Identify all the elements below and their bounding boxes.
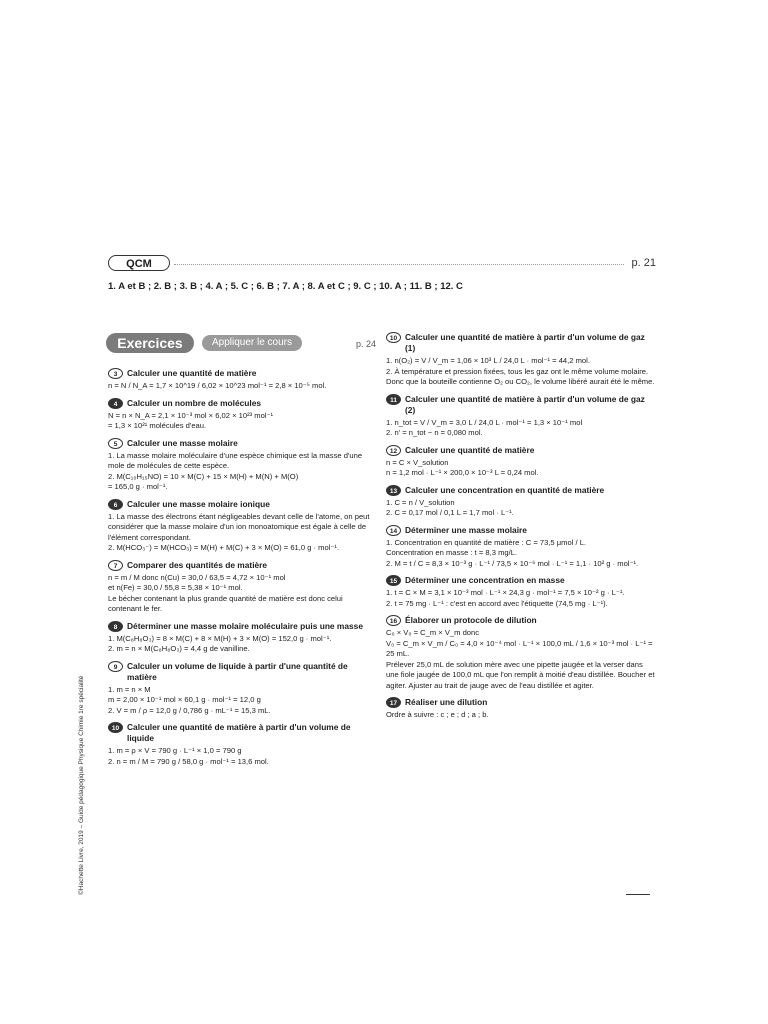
exercise-block — [108, 499, 378, 554]
exercise-block — [386, 394, 656, 439]
exercise-block — [386, 697, 656, 721]
exercise-heading — [108, 661, 378, 683]
exercise-answer-line: 1. n(O₂) = V / V_m = 1,06 × 10³ L / 24,0 L · mol⁻¹ = 44,2 mol. — [386, 356, 590, 365]
exercise-block — [108, 621, 378, 655]
exercise-answer-line: Concentration en masse : t = 8,3 mg/L. — [386, 548, 518, 557]
exercise-block — [386, 485, 656, 519]
exercise-number-badge: 7 — [108, 560, 123, 571]
exercise-heading — [386, 332, 656, 354]
exercise-answer-line: 2. M(C₁₀H₁₅NO) = 10 × M(C) + 15 × M(H) + M(N) + M(O) — [108, 471, 299, 481]
exercise-answer-line: 1. La masse des électrons étant négligeables devant celle de l'atome, on peut considérer que la masse molaire d'un ion monoatomique est égale à celle de l'élément correspondant. — [108, 511, 372, 542]
exercise-title: Calculer un volume de liquide à partir d'une quantité de matière — [127, 660, 348, 682]
exercise-number-badge: 15 — [386, 575, 401, 586]
exercise-number-badge: 17 — [386, 697, 401, 708]
exercise-answer-line: N = n × N_A = 2,1 × 10⁻³ mol × 6,02 × 10²³ mol⁻¹ — [108, 410, 274, 420]
exercise-heading — [386, 485, 656, 496]
exercise-answer-line: 2. M = t / C = 8,3 × 10⁻³ g · L⁻¹ / 73,5 × 10⁻⁶ mol · L⁻¹ = 1,1 · 10² g · mol⁻¹. — [386, 558, 639, 568]
exercise-title: Calculer une masse molaire ionique — [127, 498, 270, 509]
exercise-answer-line: V₀ = C_m × V_m / C₀ = 4,0 × 10⁻⁴ mol · L⁻¹ × 100,0 mL / 1,6 × 10⁻³ mol · L⁻¹ = 25 mL. — [386, 638, 655, 658]
exercise-block — [108, 398, 378, 432]
exercise-number-badge: 14 — [386, 525, 401, 536]
exercices-subtitle: Appliquer le cours — [202, 335, 302, 351]
exercise-heading — [386, 697, 656, 708]
exercise-number-badge: 11 — [386, 394, 401, 405]
exercise-answer-line: 1. La masse molaire moléculaire d'une espèce chimique est la masse d'une mole de molécules de cette espèce. — [108, 450, 365, 470]
exercise-answer-line: 2. C = 0,17 mol / 0,1 L = 1,7 mol · L⁻¹. — [386, 508, 514, 517]
copyright-side-text: ©Hachette Livre, 2019 – Guide pédagogique Physique Chimie 1re spécialité — [78, 675, 85, 895]
exercise-heading — [386, 394, 656, 416]
exercise-answer-line: 1. n_tot = V / V_m = 3,0 L / 24,0 L · mol⁻¹ = 1,3 × 10⁻¹ mol — [386, 417, 583, 427]
exercise-answer-line: Prélever 25,0 mL de solution mère avec une pipette jaugée et la verser dans une fiole jaugée de 100,0 mL que l'on remplit à moitié d'eau distillée. Boucher et agiter. Ajuster au trait de jauge avec de l'eau distillée et agiter. — [386, 659, 657, 690]
exercise-number-badge: 3 — [108, 368, 123, 379]
exercise-title: Réaliser une dilution — [405, 697, 488, 707]
exercise-answer-line: m = 2,00 × 10⁻¹ mol × 60,1 g · mol⁻¹ = 12,0 g — [108, 695, 261, 704]
exercise-answer-line: 2. V = m / ρ = 12,0 g / 0,786 g · mL⁻¹ = 15,3 mL. — [108, 705, 271, 715]
exercise-answer-line: 2. À température et pression fixées, tous les gaz ont le même volume molaire. Donc que la bouteille contienne O₂ ou CO₂, le volume libéré aurait été le même. — [386, 366, 655, 386]
exercise-title: Calculer une concentration en quantité de matière — [405, 484, 605, 495]
exercise-answer-line: 2. n' = n_tot − n = 0,080 mol. — [386, 428, 483, 437]
exercise-block — [108, 368, 378, 392]
exercise-answer-line: 2. n = m / M = 790 g / 58,0 g · mol⁻¹ = 13,6 mol. — [108, 756, 269, 766]
exercise-number-badge: 8 — [108, 621, 123, 632]
exercise-block — [108, 438, 378, 493]
exercise-answer-line: = 165,0 g · mol⁻¹. — [108, 482, 168, 491]
exercise-answer-line: 2. t = 75 mg · L⁻¹ : c'est en accord avec l'étiquette (74,5 mg · L⁻¹). — [386, 598, 608, 608]
exercise-heading — [108, 560, 378, 571]
exercise-heading — [108, 438, 378, 449]
footer-divider — [626, 894, 650, 895]
exercise-title: Calculer un nombre de molécules — [127, 397, 262, 408]
exercise-block — [108, 722, 378, 767]
exercise-title: Calculer une quantité de matière — [127, 368, 257, 378]
exercise-answer-line: 2. M(HCO₃⁻) = M(HCO₃) = M(H) + M(C) + 3 × M(O) = 61,0 g · mol⁻¹. — [108, 543, 340, 552]
exercise-number-badge: 4 — [108, 398, 123, 409]
exercise-number-badge: 10 — [108, 722, 123, 733]
exercise-heading — [386, 575, 656, 586]
qcm-answers: 1. A et B ; 2. B ; 3. B ; 4. A ; 5. C ; 6. B ; 7. A ; 8. A et C ; 9. C ; 10. A ; 11. B ; 12. C — [108, 281, 463, 292]
exercise-answer-line: n = C × V_solution — [386, 457, 449, 467]
exercise-title: Comparer des quantités de matière — [127, 559, 268, 570]
exercise-answer-line: n = m / M donc n(Cu) = 30,0 / 63,5 = 4,72 × 10⁻¹ mol — [108, 572, 286, 582]
exercise-number-badge: 9 — [108, 661, 123, 672]
exercise-title: Calculer une quantité de matière à partir d'un volume de liquide — [127, 722, 351, 743]
exercise-title: Calculer une masse molaire — [127, 437, 238, 448]
exercise-answer-line: n = N / N_A = 1,7 × 10^19 / 6,02 × 10^23 mol⁻¹ = 2,8 × 10⁻⁵ mol. — [108, 381, 327, 390]
exercise-title: Déterminer une masse molaire — [405, 524, 527, 535]
exercise-answer-line: 1. Concentration en quantité de matière : C = 73,5 μmol / L. — [386, 537, 587, 547]
exercise-heading — [386, 445, 656, 456]
exercise-title: Déterminer une masse molaire moléculaire puis une masse — [127, 620, 363, 631]
exercise-title: Déterminer une concentration en masse — [405, 575, 565, 585]
right-column — [386, 332, 656, 727]
exercise-answer-line: n = 1,2 mol · L⁻¹ × 200,0 × 10⁻³ L = 0,24 mol. — [386, 468, 539, 477]
exercise-answer-line: = 1,3 × 10²¹ molécules d'eau. — [108, 421, 207, 430]
exercise-number-badge: 10 — [386, 332, 401, 343]
qcm-label: QCM — [108, 255, 170, 271]
exercices-header — [106, 333, 376, 355]
exercise-block — [386, 445, 656, 479]
exercise-answer-line: et n(Fe) = 30,0 / 55,8 = 5,38 × 10⁻¹ mol. — [108, 583, 243, 592]
exercices-page-ref: p. 24 — [355, 339, 376, 349]
exercise-heading — [108, 499, 378, 510]
exercise-answer-line: Ordre à suivre : c ; e ; d ; a ; b. — [386, 710, 489, 719]
exercise-answer-line: Le bécher contenant la plus grande quantité de matière est donc celui contenant le fer. — [108, 593, 345, 613]
exercise-block — [108, 661, 378, 717]
exercise-answer-line: C₀ × V₀ = C_m × V_m donc — [386, 628, 480, 637]
exercise-number-badge: 12 — [386, 445, 401, 456]
left-column — [108, 368, 378, 773]
qcm-dotted-line — [174, 264, 624, 265]
qcm-header — [108, 254, 656, 274]
exercise-number-badge: 16 — [386, 615, 401, 626]
exercise-heading — [108, 398, 378, 409]
exercise-title: Élaborer un protocole de dilution — [405, 615, 537, 625]
exercise-title: Calculer une quantité de matière à partir d'un volume de gaz (1) — [405, 332, 645, 353]
exercise-block — [386, 615, 656, 691]
exercise-title: Calculer une quantité de matière — [405, 444, 535, 455]
exercise-answer-line: 1. m = n × M — [108, 684, 151, 694]
exercise-answer-line: 1. M(C₈H₈O₃) = 8 × M(C) + 8 × M(H) + 3 × M(O) = 152,0 g · mol⁻¹. — [108, 633, 332, 643]
exercise-number-badge: 13 — [386, 485, 401, 496]
exercise-block — [386, 575, 656, 609]
exercise-heading — [108, 722, 378, 744]
exercise-answer-line: 1. C = n / V_solution — [386, 497, 455, 507]
exercise-heading — [108, 621, 378, 632]
exercise-heading — [386, 525, 656, 536]
exercise-answer-line: 1. t = C × M = 3,1 × 10⁻³ mol · L⁻¹ × 24,3 g · mol⁻¹ = 7,5 × 10⁻² g · L⁻¹. — [386, 588, 625, 597]
exercise-block — [386, 525, 656, 570]
exercise-number-badge: 6 — [108, 499, 123, 510]
exercise-heading — [108, 368, 378, 379]
exercise-block — [108, 560, 378, 615]
qcm-page-ref: p. 21 — [631, 257, 656, 269]
exercise-block — [386, 332, 656, 388]
exercise-number-badge: 5 — [108, 438, 123, 449]
exercise-title: Calculer une quantité de matière à partir d'un volume de gaz (2) — [405, 393, 645, 415]
exercise-answer-line: 1. m = ρ × V = 790 g · L⁻¹ × 1,0 = 790 g — [108, 746, 242, 755]
exercise-answer-line: 2. m = n × M(C₈H₈O₃) = 4,4 g de vanilline. — [108, 644, 250, 653]
exercices-title: Exercices — [106, 333, 194, 353]
exercise-heading — [386, 615, 656, 626]
